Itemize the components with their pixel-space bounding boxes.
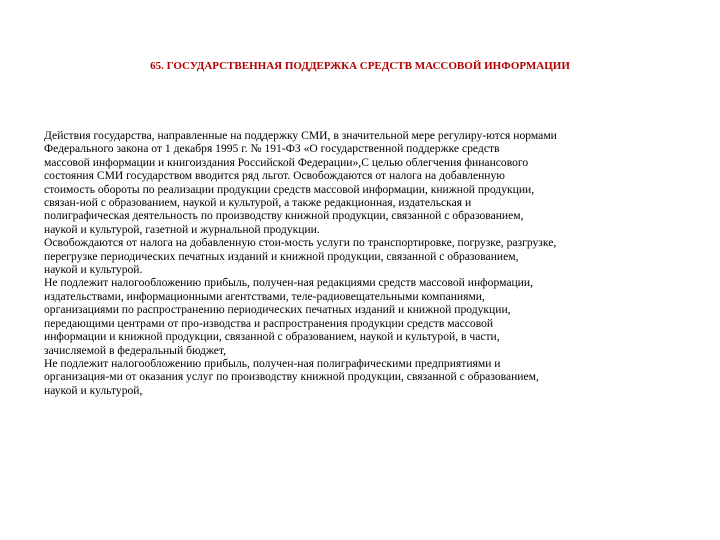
text-line: наукой и культурой, газетной и журнальной продукции. xyxy=(44,222,320,236)
text-line: связан-ной с образованием, наукой и культурой, а также редакционная, издательская и xyxy=(44,196,472,210)
text-line: наукой и культурой, xyxy=(44,383,143,397)
text-line: Действия государства, направленные на поддержку СМИ, в значительной мере регулиру-ются нормами xyxy=(44,129,557,142)
text-line: информации и книжной продукции, связанной с образованием, наукой и культурой, в части, xyxy=(44,330,500,344)
page-title: 65. ГОСУДАРСТВЕННАЯ ПОДДЕРЖКА СРЕДСТВ МАССОВОЙ ИНФОРМАЦИИ xyxy=(150,60,570,72)
paragraph xyxy=(44,236,684,276)
paragraph xyxy=(44,357,684,397)
text-line: Не подлежит налогообложению прибыль, получен-ная полиграфическими предприятиями и xyxy=(44,356,501,370)
text-line: Федерального закона от 1 декабря 1995 г. № 191-ФЗ «О государственной поддержке средств xyxy=(44,142,500,156)
text-line: передающими центрами от про-изводства и распространения продукции средств массовой xyxy=(44,316,494,330)
text-line: массовой информации и книгоиздания Российской Федерации»,С целью облегчения финансового xyxy=(44,155,529,169)
text-line: Не подлежит налогообложению прибыль, получен-ная редакциями средств массовой информации, xyxy=(44,276,533,290)
text-line: состояния СМИ государством вводится ряд льгот. Освобождаются от налога на добавленную xyxy=(44,169,505,183)
text-line: издательствами, информационными агентствами, теле-радиовещательными компаниями, xyxy=(44,289,485,303)
text-line: организациями по распространению периодических печатных изданий и книжной продукции, xyxy=(44,303,511,317)
paragraph xyxy=(44,129,684,236)
text-line: перегрузке периодических печатных изданий и книжной продукции, связанной с образованием, xyxy=(44,249,519,263)
body-text xyxy=(44,129,684,397)
text-line: организация-ми от оказания услуг по производству книжной продукции, связанной с образованием, xyxy=(44,370,539,384)
text-line: зачисляемой в федеральный бюджет, xyxy=(44,343,227,357)
paragraph xyxy=(44,276,684,356)
text-line: стоимость обороты по реализации продукции средств массовой информации, книжной продукции, xyxy=(44,182,535,196)
text-line: наукой и культурой. xyxy=(44,263,143,277)
text-line: Освобождаются от налога на добавленную стои-мость услуги по транспортировке, погрузке, разгрузке, xyxy=(44,236,557,250)
text-line: полиграфическая деятельность по производству книжной продукции, связанной с образованием, xyxy=(44,209,524,223)
